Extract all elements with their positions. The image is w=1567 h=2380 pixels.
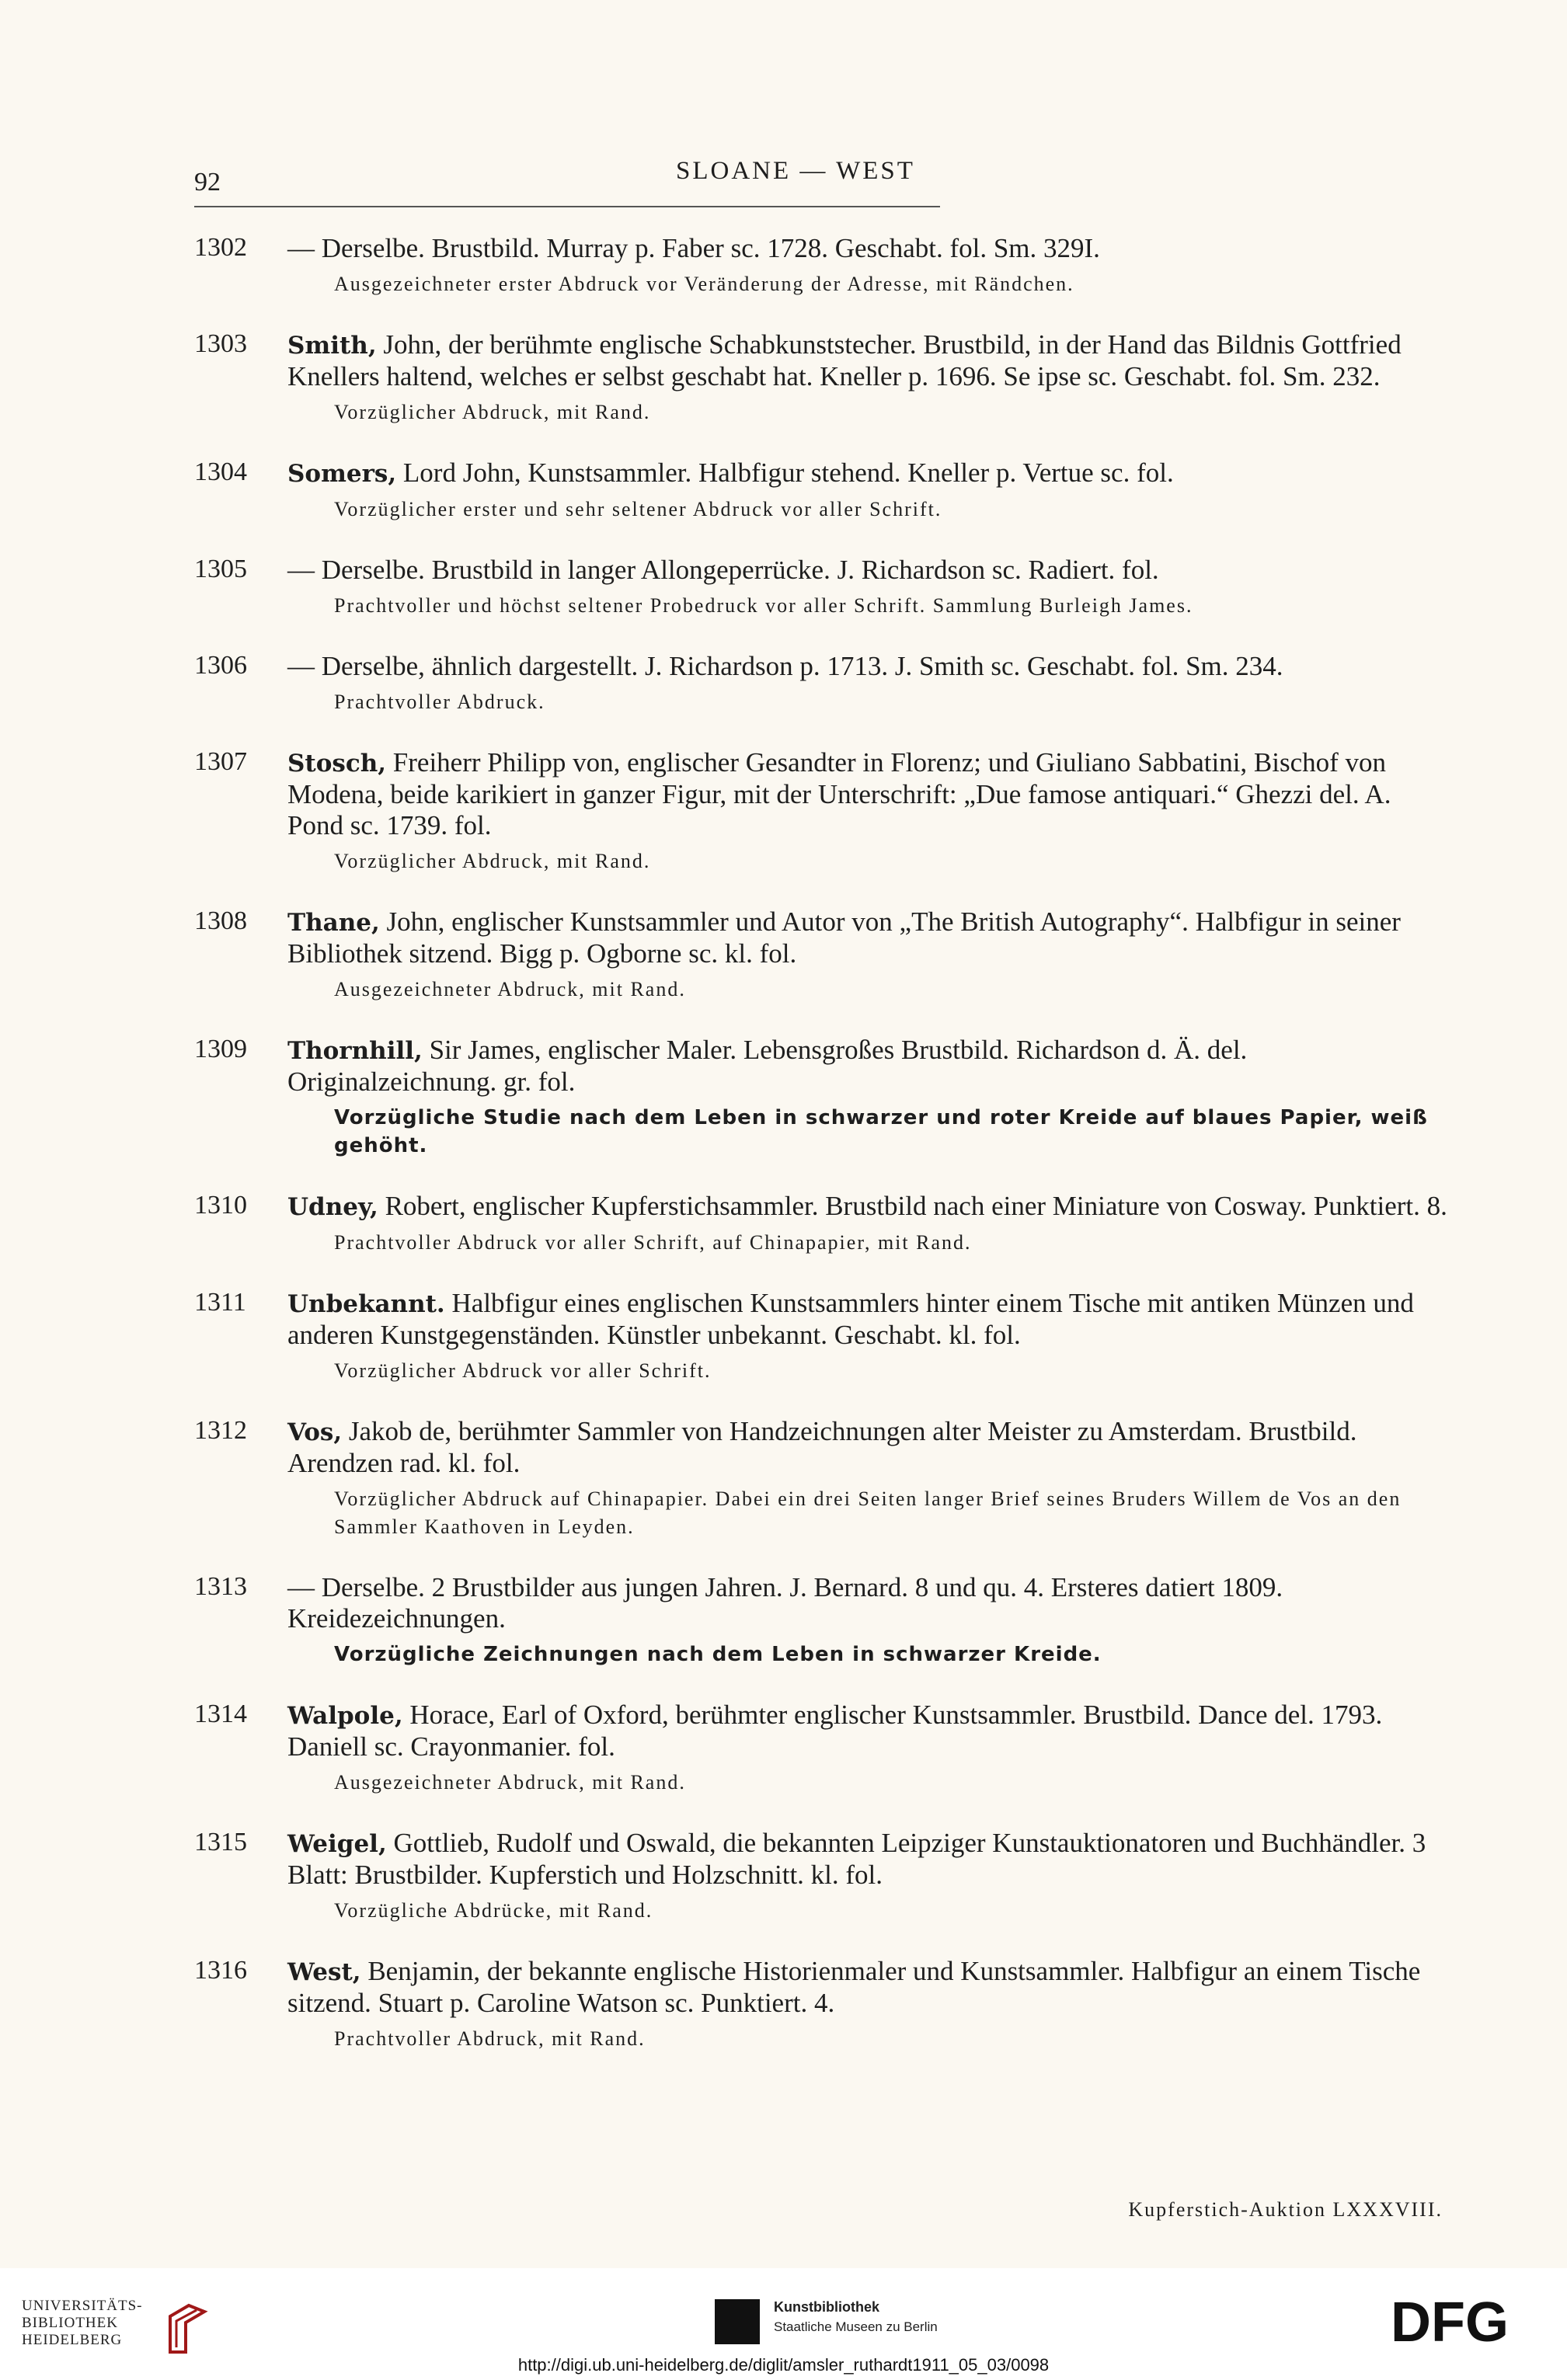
entry-text: — Derselbe. 2 Brustbilder aus jungen Jahren. J. Bernard. 8 und qu. 4. Ersteres datiert 1809. Kreidezeichnungen. xyxy=(287,1572,1283,1634)
catalog-entries xyxy=(194,233,1453,2084)
entry-number: 1312 xyxy=(194,1416,247,1445)
entry-description xyxy=(287,329,1453,392)
entry-condition-note: Vorzügliche Studie nach dem Leben in schwarzer und roter Kreide auf blaues Papier, weiß gehöht. xyxy=(334,1106,1428,1157)
entry-text: Jakob de, berühmter Sammler von Handzeichnungen alter Meister zu Amsterdam. Brustbild. Arendzen rad. kl. fol. xyxy=(287,1416,1357,1478)
entry-condition-note: Vorzüglicher Abdruck vor aller Schrift. xyxy=(334,1359,712,1382)
university-library-logo[interactable] xyxy=(22,2298,200,2349)
entry-number: 1316 xyxy=(194,1956,247,1985)
entry-description xyxy=(287,233,1453,264)
entry-text: Robert, englischer Kupferstichsammler. Brustbild nach einer Miniature von Cosway. Punktiert. 8. xyxy=(385,1191,1447,1221)
entry-text: — Derselbe, ähnlich dargestellt. J. Richardson p. 1713. J. Smith sc. Geschabt. fol. Sm. 234. xyxy=(287,651,1283,681)
entry-number: 1315 xyxy=(194,1828,247,1856)
entry-text: Horace, Earl of Oxford, berühmter englischer Kunstsammler. Brustbild. Dance del. 1793. Daniell sc. Crayonmanier. fol. xyxy=(287,1700,1383,1762)
uni-line-2: BIBLIOTHEK xyxy=(22,2315,118,2331)
entry-text: — Derselbe. Brustbild in langer Allongeperrücke. J. Richardson sc. Radiert. fol. xyxy=(287,555,1159,585)
catalog-entry xyxy=(194,329,1453,426)
entry-description xyxy=(287,1416,1453,1479)
entry-number: 1310 xyxy=(194,1191,247,1220)
entry-condition-note: Prachtvoller Abdruck, mit Rand. xyxy=(334,2027,646,2050)
kunstbibliothek-subtitle: Staatliche Museen zu Berlin xyxy=(774,2319,938,2334)
catalog-entry xyxy=(194,555,1453,620)
entry-text: Benjamin, der bekannte englische Historienmaler und Kunstsammler. Halbfigur an einem Tische sitzend. Stuart p. Caroline Watson sc. Punktiert. 4. xyxy=(287,1956,1421,2018)
university-emblem-icon xyxy=(165,2301,209,2355)
catalog-entry xyxy=(194,1956,1453,2053)
entry-condition-note: Vorzüglicher erster und sehr seltener Abdruck vor aller Schrift. xyxy=(334,498,942,520)
entry-description xyxy=(287,1288,1453,1351)
kunstbibliothek-emblem-icon xyxy=(715,2299,760,2344)
entry-sitter-name: Stosch, xyxy=(287,750,387,778)
uni-line-1: UNIVERSITÄTS- xyxy=(22,2298,143,2314)
catalog-entry xyxy=(194,1416,1453,1541)
catalog-entry xyxy=(194,1191,1453,1257)
entry-text: Halbfigur eines englischen Kunstsammlers hinter einem Tische mit antiken Münzen und anderen Kunstgegenständen. Künstler unbekannt. Geschabt. kl. fol. xyxy=(287,1288,1414,1350)
entry-sitter-name: Smith, xyxy=(287,332,377,360)
entry-description xyxy=(287,555,1453,586)
entry-description xyxy=(287,1700,1453,1762)
entry-condition-note: Prachtvoller Abdruck vor aller Schrift, auf Chinapapier, mit Rand. xyxy=(334,1231,972,1254)
viewer-footer xyxy=(0,2268,1567,2380)
entry-sitter-name: West, xyxy=(287,1958,361,1986)
catalog-entry xyxy=(194,458,1453,524)
dfg-logo-text: DFG xyxy=(1391,2295,1509,2349)
permalink-url[interactable]: http://digi.ub.uni-heidelberg.de/diglit/amsler_ruthardt1911_05_03/0098 xyxy=(517,2355,1050,2375)
entry-description xyxy=(287,651,1453,682)
catalog-entry xyxy=(194,233,1453,298)
entry-text: — Derselbe. Brustbild. Murray p. Faber sc. 1728. Geschabt. fol. Sm. 329I. xyxy=(287,233,1100,263)
entry-condition-note: Vorzüglicher Abdruck auf Chinapapier. Dabei ein drei Seiten langer Brief seines Bruders Willem de Vos an den Sammler Kaathoven in Leyden. xyxy=(334,1488,1402,1538)
entry-number: 1306 xyxy=(194,651,247,680)
running-title: SLOANE — WEST xyxy=(676,157,915,185)
entry-condition-note: Ausgezeichneter Abdruck, mit Rand. xyxy=(334,1771,686,1794)
catalog-entry xyxy=(194,1035,1453,1160)
entry-number: 1308 xyxy=(194,906,247,935)
entry-sitter-name: Weigel, xyxy=(287,1830,387,1858)
entry-text: Lord John, Kunstsammler. Halbfigur stehend. Kneller p. Vertue sc. fol. xyxy=(402,458,1174,488)
page-header xyxy=(194,154,1468,200)
catalog-entry xyxy=(194,1828,1453,1925)
catalog-entry xyxy=(194,651,1453,716)
entry-description xyxy=(287,1572,1453,1634)
catalog-entry xyxy=(194,1572,1453,1668)
catalog-entry xyxy=(194,1700,1453,1797)
entry-text: John, englischer Kunstsammler und Autor von „The British Autography“. Halbfigur in seiner Bibliothek sitzend. Bigg p. Ogborne sc. kl. fol. xyxy=(287,906,1401,969)
entry-number: 1304 xyxy=(194,458,247,486)
entry-sitter-name: Thane, xyxy=(287,909,380,937)
dfg-logo[interactable] xyxy=(1391,2295,1546,2349)
catalog-entry xyxy=(194,747,1453,875)
uni-line-3: HEIDELBERG xyxy=(22,2332,123,2348)
entry-number: 1303 xyxy=(194,329,247,358)
page-number: 92 xyxy=(194,168,221,197)
entry-condition-note: Vorzügliche Zeichnungen nach dem Leben in schwarzer Kreide. xyxy=(334,1643,1102,1666)
kunstbibliothek-title: Kunstbibliothek xyxy=(774,2299,879,2315)
entry-condition-note: Vorzügliche Abdrücke, mit Rand. xyxy=(334,1899,653,1922)
entry-sitter-name: Vos, xyxy=(287,1418,343,1446)
entry-description xyxy=(287,906,1453,969)
entry-text: Gottlieb, Rudolf und Oswald, die bekannten Leipziger Kunstauktionatoren und Buchhändler. 3 Blatt: Brustbilder. Kupferstich und Holzschnitt. kl. fol. xyxy=(287,1828,1426,1890)
entry-number: 1314 xyxy=(194,1700,247,1728)
entry-text: John, der berühmte englische Schabkunststecher. Brustbild, in der Hand das Bildnis Gottfried Knellers haltend, welches er selbst geschabt hat. Kneller p. 1696. Se ipse sc. Geschabt. fol. Sm. 232. xyxy=(287,329,1402,391)
entry-condition-note: Prachtvoller und höchst seltener Probedruck vor aller Schrift. Sammlung Burleigh James. xyxy=(334,594,1193,617)
catalog-entry xyxy=(194,906,1453,1004)
entry-number: 1302 xyxy=(194,233,247,262)
entry-description xyxy=(287,1956,1453,2019)
entry-number: 1309 xyxy=(194,1035,247,1063)
entry-condition-note: Prachtvoller Abdruck. xyxy=(334,691,545,713)
entry-text: Sir James, englischer Maler. Lebensgroßes Brustbild. Richardson d. Ä. del. Originalzeichnung. gr. fol. xyxy=(287,1035,1248,1097)
entry-sitter-name: Somers, xyxy=(287,460,397,488)
entry-description xyxy=(287,1191,1453,1223)
entry-sitter-name: Unbekannt. xyxy=(287,1290,445,1318)
entry-condition-note: Ausgezeichneter Abdruck, mit Rand. xyxy=(334,978,686,1000)
entry-condition-note: Vorzüglicher Abdruck, mit Rand. xyxy=(334,850,651,872)
entry-description xyxy=(287,747,1453,841)
entry-description xyxy=(287,458,1453,489)
entry-description xyxy=(287,1828,1453,1891)
entry-sitter-name: Udney, xyxy=(287,1193,378,1221)
catalog-entry xyxy=(194,1288,1453,1385)
header-rule xyxy=(194,206,940,207)
entry-condition-note: Ausgezeichneter erster Abdruck vor Veränderung der Adresse, mit Rändchen. xyxy=(334,273,1074,295)
entry-sitter-name: Walpole, xyxy=(287,1702,403,1730)
entry-description xyxy=(287,1035,1453,1098)
entry-number: 1313 xyxy=(194,1572,247,1601)
entry-condition-note: Vorzüglicher Abdruck, mit Rand. xyxy=(334,401,651,423)
entry-number: 1307 xyxy=(194,747,247,776)
entry-text: Freiherr Philipp von, englischer Gesandter in Florenz; und Giuliano Sabbatini, Bischof von Modena, beide karikiert in ganzer Figur, mit der Unterschrift: „Due famose antiquari.“ Ghezzi del. A. Pond sc. 1739. fol. xyxy=(287,747,1391,840)
entry-number: 1305 xyxy=(194,555,247,583)
entry-number: 1311 xyxy=(194,1288,246,1317)
entry-sitter-name: Thornhill, xyxy=(287,1037,423,1065)
catalog-mark: Kupferstich-Auktion LXXXVIII. xyxy=(1128,2198,1443,2221)
